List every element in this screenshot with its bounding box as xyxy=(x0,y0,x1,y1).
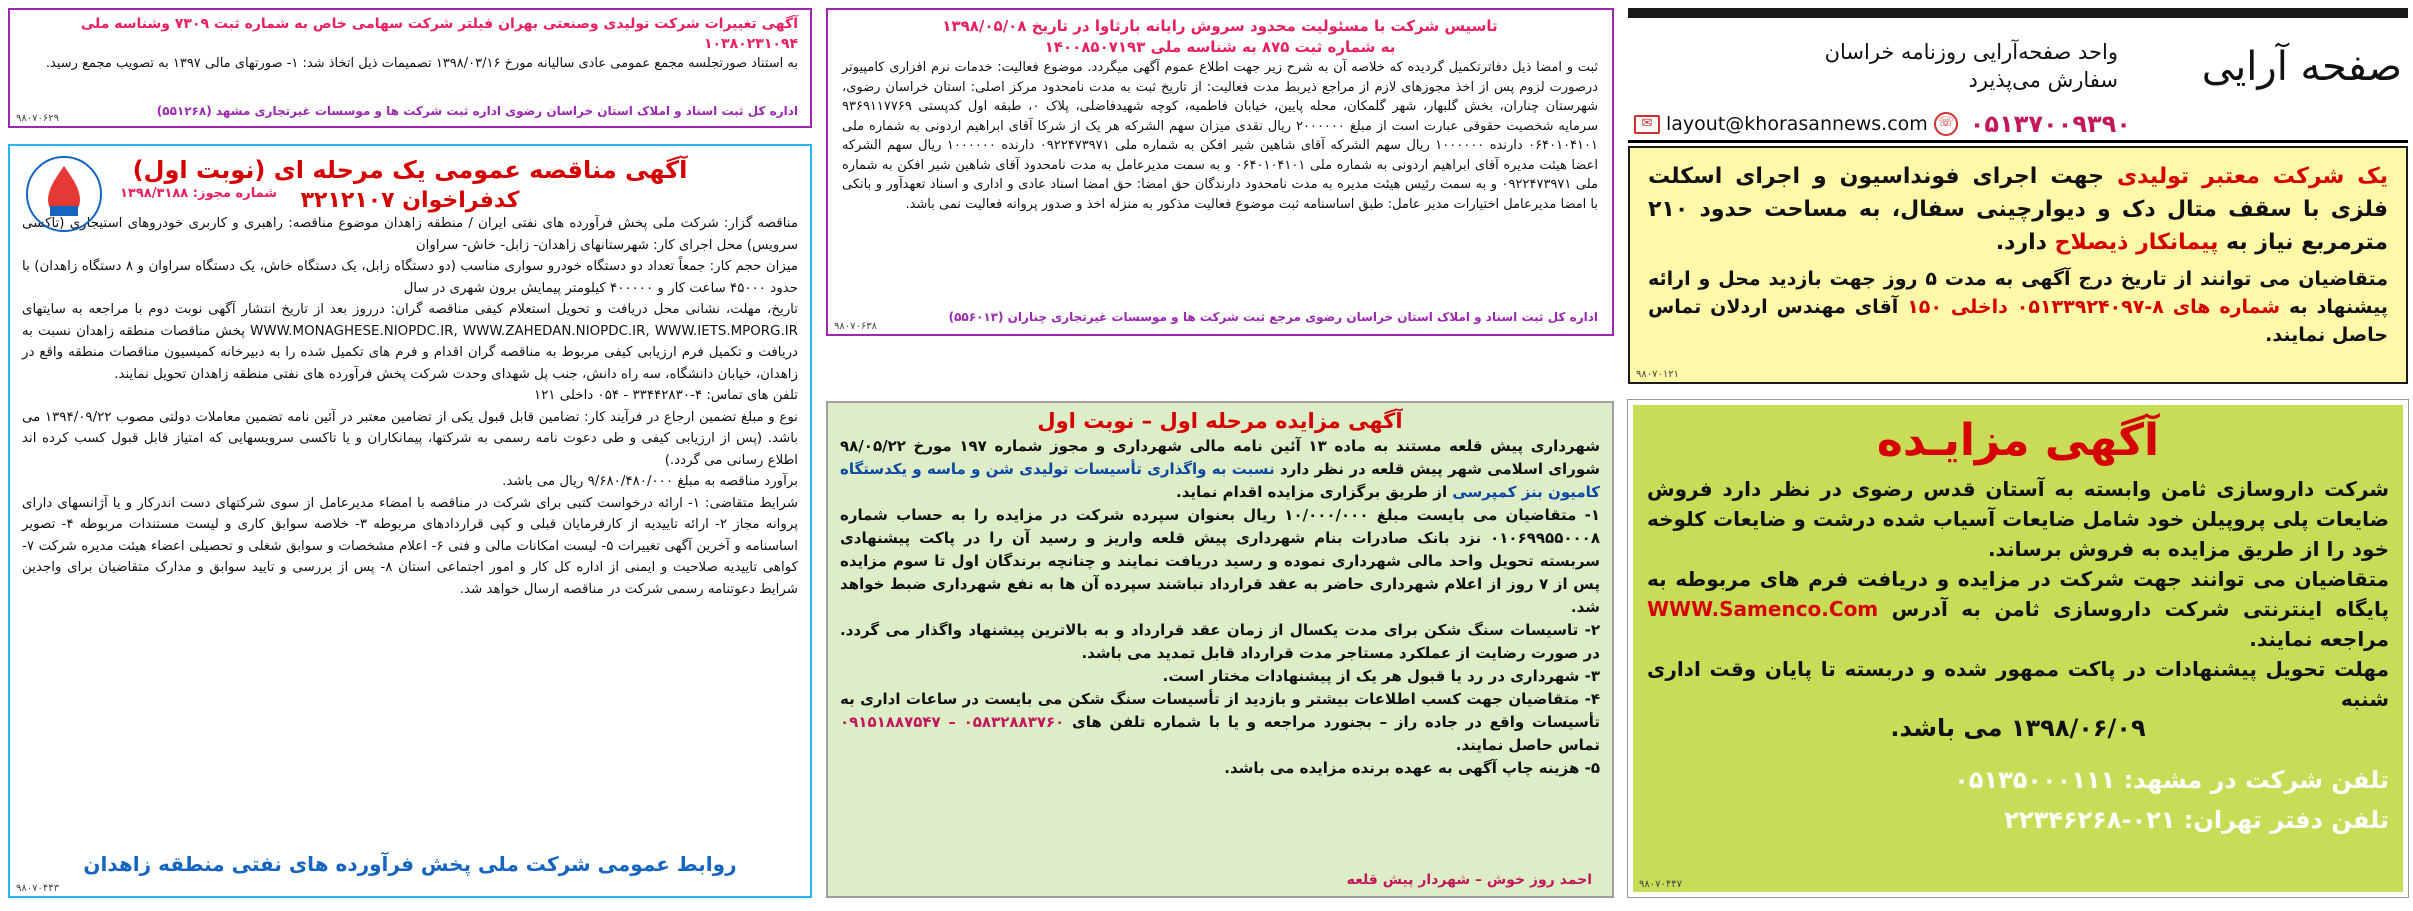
layout-service-header xyxy=(1628,8,2408,143)
auction-tel-mashhad: تلفن شرکت در مشهد: ۰۵۱۳۵۰۰۰۱۱۱ xyxy=(1954,766,2389,794)
auction-website-link[interactable]: WWW.Samenco.Com xyxy=(1647,597,1879,621)
ad-code: ۹۸۰۷۰۴۴۳ xyxy=(16,883,59,894)
company-title-2: به شماره ثبت ۸۷۵ به شناسه ملی ۱۴۰۰۸۵۰۷۱۹۳ xyxy=(1044,38,1396,56)
construction-headline-red2: پیمانکار ذیصلاح xyxy=(2054,230,2219,255)
tender-call-code: کدفراخوان ۳۲۱۲۱۰۷ xyxy=(300,188,520,213)
company-changes-ad xyxy=(8,8,812,128)
header-line-1: واحد صفحه‌آرایی روزنامه خراسان xyxy=(1824,40,2118,64)
construction-headline-end: دارد. xyxy=(1995,230,2047,255)
municipality-item-2: ۲- تاسیسات سنگ شکن برای مدت یکسال از زمان عقد قرارداد و به بالاترین پیشنهاد واگذار می گردد. در صورت رضایت از عملکرد مستاجر مدت قرارداد قابل تمدید می باشد. xyxy=(840,621,1600,662)
tender-p5: نوع و مبلغ تضمین ارجاع در فرآیند کار: تضامین قابل قبول یکی از تضامین معتبر در آئین نامه تضمین معاملات دولتی مصوب ۱۳۹۴/۰۹/۲۲ می باشد. (پس از ارزیابی کیفی و طی دعوت نامه رسمی به شرکتها، پیمانکاران و یا تاکسی سرویسهایی که امتیاز قابل قبول کسب کرده اند اطلاع رسانی می گردد.) xyxy=(22,409,798,468)
municipality-item-1: ۱- متقاضیان می بایست مبلغ ۱۰/۰۰۰/۰۰۰ ریال بعنوان سپرده شرکت در مزایده را به حساب شماره ۰۱۰۶۹۹۵۵۰۰۰۸ نزد بانک صادرات بنام شهرداری پیش قلعه واریز و رسید آن را در پاکت پیشنهادی سربسته تحویل واحد مالی شهرداری نموده و رسید دریافت نمایند و چنانچه برندگان اول تا سوم مزایده پس از ۷ روز از اعلام شهرداری حاضر به عقد قرارداد نباشند سپرده آن ها به نفع شهرداری ضبط خواهد شد. xyxy=(840,506,1601,616)
ad-code: ۹۸۰۷۰۱۲۱ xyxy=(1636,369,1679,380)
municipality-auction-ad xyxy=(826,401,1614,898)
auction-body-2-text: متقاضیان می توانند جهت شرکت در مزایده و دریافت فرم های مربوطه به پایگاه اینترنتی شرکت داروسازی ثامن به آدرس xyxy=(1647,567,2389,621)
tender-p2: میزان حجم کار: جمعاً تعداد دو دستگاه خودرو سواری مناسب (دو دستگاه زابل، یک دستگاه خاش، یک دستگاه سراوان و ۸ دستگاه زاهدان) با حدود ۴۵۰۰۰ ساعت کار و ۴۰۰۰۰۰ کیلومتر پیمایش برون شهری در سال xyxy=(22,259,798,296)
municipality-intro-text: شهرداری پیش قلعه مستند به ماده ۱۳ آئین نامه مالی شهرداری و مجوز شماره ۱۹۷ مورخ ۹۸/۰۵/۲۲ شورای اسلامی شهر پیش قلعه در نظر دارد xyxy=(840,437,1600,478)
municipality-item-3: ۳- شهرداری در رد یا قبول هر یک از پیشنهادات مختار است. xyxy=(1162,667,1600,685)
header-phone: ۰۵۱۳۷۰۰۹۳۹۰ xyxy=(1969,110,2131,138)
auction-body-3: مهلت تحویل پیشنهادات در پاکت ممهور شده و دربسته تا پایان وقت اداری شنبه xyxy=(1647,657,2389,711)
changes-title: آگهی تغییرات شرکت تولیدی وصنعتی بهران فیلتر شرکت سهامی خاص به شماره ثبت ۷۳۰۹ وشناسه ملی ۱۰۳۸۰۲۳۱۰۹۴ xyxy=(80,16,798,52)
tender-p7: شرایط متقاضی: ۱- ارائه درخواست کتبی برای شرکت در مناقصه با امضاء مدیرعامل از سوی شرکتهای دست اندرکار و یا آژانسهای دارای پروانه مجاز ۲- ارائه تاییدیه از کارفرمایان قبلی و کپی قراردادهای مربوطه ۳- خلاصه سوابق کاری و لیست مستندات مربوطه ۴- تصویر اساسنامه و آخرین آگهی تغییرات ۵- لیست امکانات مالی و فنی ۶- اعلام مشخصات و سوابق شغلی و تحصیلی اعضاء هیئت مدیره شرکت ۷- کواهی تاییدیه صلاحیت و ایمنی از اداره کل کار و امور اجتماعی استان ۸- پس از بررسی و تایید سوابق و مدارک متقاضیان برای واجدین شرایط دعوتنامه رسمی شرکت در مناقصه ارسال خواهد شد. xyxy=(22,495,798,597)
municipality-item-4-text: ۴- متقاضیان جهت کسب اطلاعات بیشتر و بازدید از تأسیسات سنگ شکن می بایست در ساعات اداری به تأسیسات واقع در جاده راز – بجنورد مراجعه و یا با شماره تلفن های xyxy=(840,690,1600,731)
construction-body-end: آقای مهندس اردلان تماس حاصل نمایند. xyxy=(1648,296,2388,346)
tender-p4: تلفن های تماس: ۴-۳۳۴۴۲۸۳۰ - ۰۵۴ داخلی ۱۲۱ xyxy=(533,388,798,403)
changes-body: به استناد صورتجلسه مجمع عمومی عادی سالیانه مورخ ۱۳۹۸/۰۳/۱۶ تصمیمات ذیل اتخاذ شد: ۱- صورتهای مالی ۱۳۹۷ به تصویب مجمع رسید. xyxy=(45,56,798,71)
municipality-item-4-phones: ۰۵۸۳۲۸۸۳۷۶۰ – ۰۹۱۵۱۸۸۷۵۴۷ xyxy=(840,713,1065,731)
tender-license: شماره مجوز: ۱۳۹۸/۳۱۸۸ xyxy=(120,186,278,201)
company-body: ثبت و امضا ذیل دفاترتکمیل گردیده که خلاصه آن به شرح زیر جهت اطلاع عموم آگهی میگردد. موضوع فعالیت: خدمات نرم افزاری کامپیوتر درصورت لزوم پس از اخذ مجوزهای لازم از مراجع ذیربط مدت فعالیت: از تاریخ ثبت به مدت نامحدود مرکز اصلی: استان خراسان رضوی، شهرستان چناران، بخش گلبهار، شهر گلمکان، محله پایین، خیابان فاطمیه، کوچه شهیدفاضلی، پلاک ۰، طبقه اول کدپستی ۹۳۶۹۱۱۷۷۶۹ سرمایه شخصیت حقوقی عبارت است از مبلغ ۲۰۰۰۰۰۰ ریال نقدی میزان سهم الشرکه هر یک از شرکا آقای ابراهیم اردونی به شماره ملی ۰۶۴۰۱۰۴۱۰۱ دارنده ۱۰۰۰۰۰۰ ریال سهم الشرکه آقای شاهین شیر افکن به شماره ملی ۰۹۲۲۴۷۳۹۷۱ دارنده ۱۰۰۰۰۰۰ ریال سهم الشرکه اعضا هیئت مدیره آقای ابراهیم اردونی به شماره ملی ۰۶۴۰۱۰۴۱۰۱ و به سمت مدیرعامل به مدت نامحدود آقای شاهین شیر افکن به شماره ملی ۰۹۲۲۴۷۳۹۷۱ و به سمت رئیس هیئت مدیره به مدت نامحدود دارندگان حق امضا: حق امضا اسناد عادی و اداری و اسناد تعهدآور و بانکی با امضا مدیرعامل اختیارات مدیر عامل: طبق اساسنامه ثبت موضوع فعالیت مذکور به منزله اخذ و صدور پروانه فعالیت نمی باشد. xyxy=(842,60,1598,212)
tender-p6: برآورد مناقصه به مبلغ ۹/۶۸۰/۴۸۰/۰۰۰ ریال می باشد. xyxy=(502,474,798,489)
municipality-title: آگهی مزایده مرحله اول – نوبت اول xyxy=(1037,409,1403,433)
left-column xyxy=(8,8,812,903)
header-email[interactable]: layout@khorasannews.com xyxy=(1666,113,1928,135)
tender-p3: تاریخ، مهلت، نشانی محل دریافت و تحویل استعلام کیفی مناقصه گران: درروز بعد از تاریخ انتشار آگهی نوبت دوم با مراجعه به سایتهای WWW.MONAGHESE.NIOPDC.IR, WWW.ZAHEDAN.NIOPDC.IR, WWW.IETS.MPORG.IR پخش مناقصات منطقه زاهدان نسبت به دریافت و تکمیل فرم ارزیابی کیفی مربوط به مناقصه گران اقدام و فرم های تکمیل شده را به دبیرخانه کمیسیون مناقصات منطقه واقع در زاهدان، خیابان دانشگاه، سه راه دانش، جنب پل شهدای وحدت شرکت پخش فرآورده های نفتی منطقه زاهدان تحویل نمایند. xyxy=(22,302,798,382)
municipality-intro-highlight: نسبت به واگذاری تأسیسات تولیدی شن و ماسه و یکدستگاه کامیون بنز کمپرسی xyxy=(840,460,1600,501)
header-title: صفحه آرایی xyxy=(2201,44,2402,90)
changes-footer: اداره کل ثبت اسناد و املاک استان خراسان رضوی اداره ثبت شرکت ها و موسسات غیرتجاری مشهد (۵۵۱۲۶۸) xyxy=(156,104,798,118)
ad-code: ۹۸۰۷۰۶۲۹ xyxy=(16,113,59,124)
tender-p1: مناقصه گزار: شرکت ملی پخش فرآورده های نفتی ایران / منطقه زاهدان موضوع مناقصه: راهبری و کاربری خودروهای استیجاری (تاکسی سرویس) محل اجرای کار: شهرستانهای زاهدان- زابل- خاش- سراوان xyxy=(22,216,798,253)
auction-body-1: شرکت داروسازی ثامن وابسته به آستان قدس رضوی در نظر دارد فروش ضایعات پلی پروپیلن خود شامل ضایعات آسیاب شده درشت و ضایعات کلوخه خود را از طریق مزایده به فروش برساند. xyxy=(1647,477,2389,561)
municipality-item-4-end: تماس حاصل نمایند. xyxy=(1455,736,1600,754)
construction-body xyxy=(1648,265,2388,349)
auction-phones xyxy=(1647,760,2389,840)
auction-tel-tehran: تلفن دفتر تهران: ۰۲۱-۲۲۳۴۶۲۶۸ xyxy=(2004,806,2389,834)
right-column xyxy=(1628,8,2408,903)
construction-headline-text: جهت اجرای فونداسیون و اجرای اسکلت فلزی با سقف متال دک و دیوارچینی سفال، به مساحت حدود ۲۱۰ مترمربع نیاز به xyxy=(1648,164,2388,255)
auction-body-2 xyxy=(1647,564,2389,654)
tender-footer: روابط عمومی شرکت ملی پخش فرآورده های نفتی منطقه زاهدان xyxy=(83,852,737,876)
auction-deadline: ۱۳۹۸/۰۶/۰۹ می باشد. xyxy=(1890,714,2146,742)
company-title-1: تاسیس شرکت با مسئولیت محدود سروش رایانه بارثاوا در تاریخ ۱۳۹۸/۰۵/۰۸ xyxy=(942,17,1498,35)
header-line-2: سفارش می‌پذیرد xyxy=(1968,68,2118,92)
construction-body-phone: شماره های ۸-۰۵۱۳۳۹۲۴۰۹۷ داخلی ۱۵۰ xyxy=(1907,296,2281,318)
auction-body-2-end: مراجعه نمایند. xyxy=(2249,627,2389,651)
middle-column xyxy=(826,8,1614,903)
company-footer: اداره کل ثبت اسناد و املاک استان خراسان رضوی مرجع ثبت شرکت ها و موسسات غیرتجاری چناران (۵۵۶۰۱۳) xyxy=(948,310,1598,324)
municipality-item-5: ۵- هزینه چاپ آگهی به عهده برنده مزایده می باشد. xyxy=(1224,759,1600,777)
phone-icon: ☏ xyxy=(1934,112,1958,136)
email-icon: ✉ xyxy=(1634,115,1660,134)
oil-company-tender-ad xyxy=(8,144,812,898)
construction-contractor-ad xyxy=(1628,146,2408,384)
ad-code: ۹۸۰۷۰۴۴۷ xyxy=(1639,879,1682,890)
header-contact xyxy=(1634,110,2131,138)
ad-code: ۹۸۰۷۰۶۳۸ xyxy=(834,321,877,332)
tender-title: آگهی مناقصه عمومی یک مرحله ای (نوبت اول) xyxy=(132,156,688,184)
construction-headline xyxy=(1648,160,2388,259)
company-registration-ad xyxy=(826,8,1614,336)
oil-company-logo-icon xyxy=(24,154,104,234)
samen-auction-ad xyxy=(1628,400,2408,897)
municipality-signature: احمد روز خوش – شهردار پیش قلعه xyxy=(1346,872,1592,888)
municipality-intro xyxy=(840,435,1600,504)
municipality-intro-end: از طریق برگزاری مزایده اقدام نماید. xyxy=(1176,483,1448,501)
municipality-item-4 xyxy=(840,688,1600,757)
auction-title: آگهی مزایـده xyxy=(1876,415,2160,466)
construction-headline-red: یک شرکت معتبر تولیدی xyxy=(2116,164,2388,189)
construction-body-start: متقاضیان می توانند از تاریخ درج آگهی به مدت ۵ روز جهت بازدید محل و ارائه پیشنهاد به xyxy=(1648,268,2389,318)
